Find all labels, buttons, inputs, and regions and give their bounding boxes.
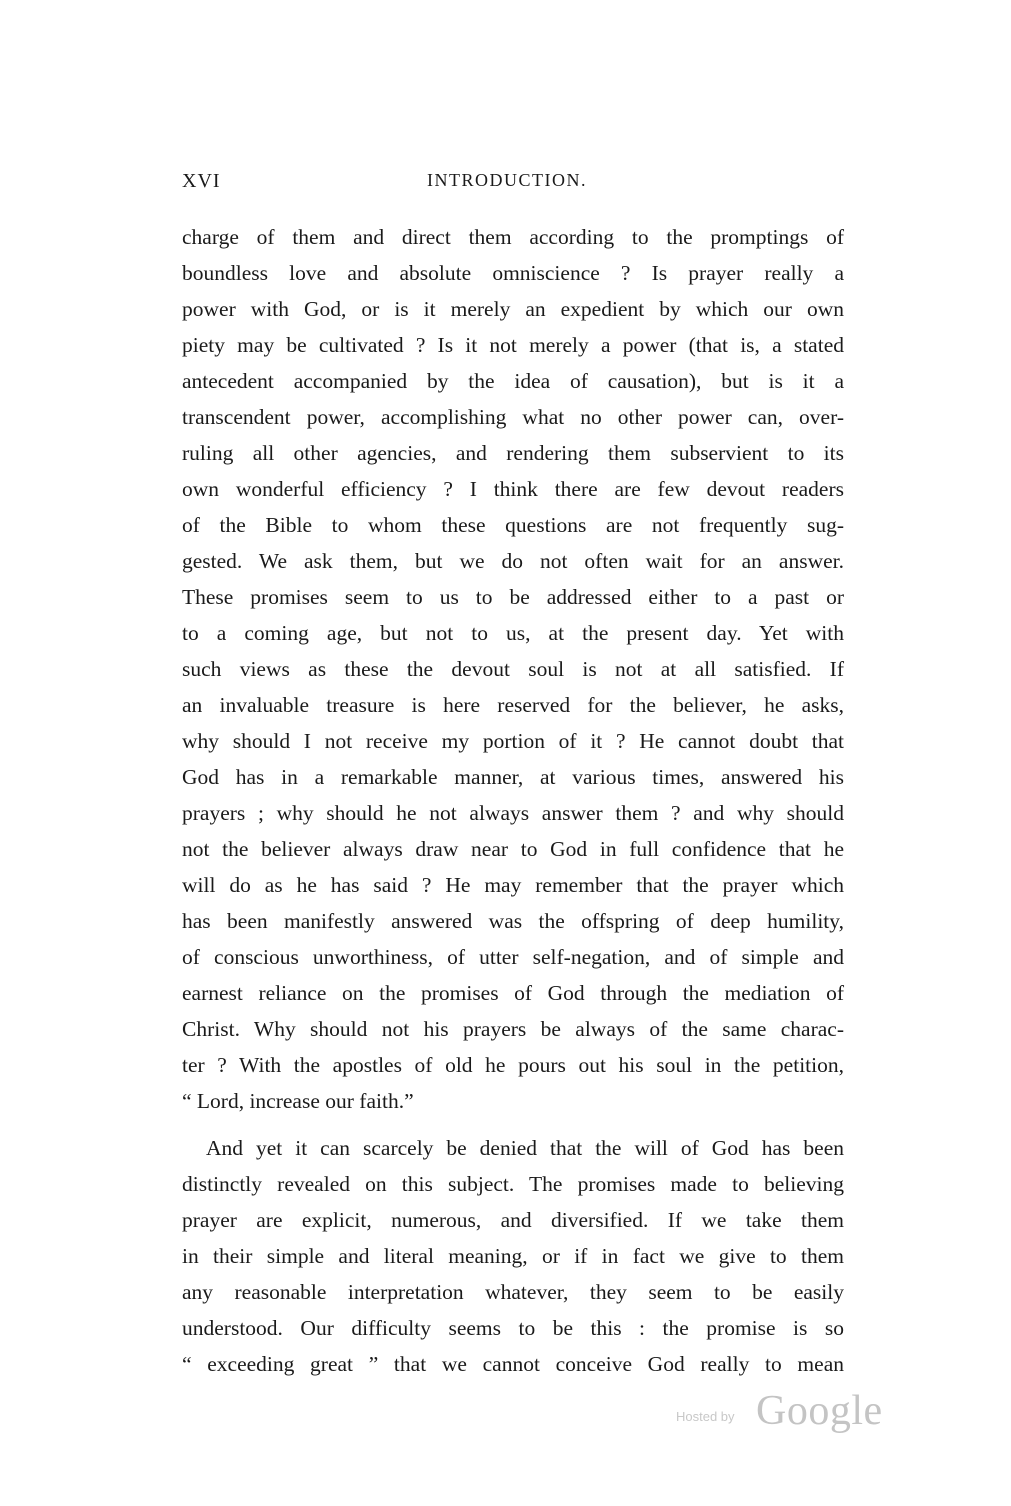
text-line: charge of them and direct them according to the promptings of — [182, 225, 844, 249]
body-text — [182, 219, 844, 1382]
page-number: XVI — [182, 170, 221, 192]
google-logo: Google — [756, 1388, 883, 1434]
hosted-by-google-watermark — [676, 1385, 886, 1435]
text-line: own wonderful efficiency ? I think there are few devout readers — [182, 477, 844, 501]
text-line: “ exceeding great ” that we cannot conceive God really to mean — [182, 1352, 844, 1376]
text-line: distinctly revealed on this subject. The promises made to believing — [182, 1172, 844, 1196]
text-line: antecedent accompanied by the idea of causation), but is it a — [182, 369, 844, 393]
text-line: Christ. Why should not his prayers be always of the same charac- — [182, 1017, 844, 1041]
text-line: understood. Our difficulty seems to be this : the promise is so — [182, 1316, 844, 1340]
text-line: of conscious unworthiness, of utter self-negation, and of simple and — [182, 945, 844, 969]
paragraph-1 — [182, 219, 844, 1119]
text-line: will do as he has said ? He may remember that the prayer which — [182, 873, 844, 897]
text-line: ruling all other agencies, and rendering them subservient to its — [182, 441, 844, 465]
text-line: ter ? With the apostles of old he pours out his soul in the petition, — [182, 1053, 844, 1077]
text-line: transcendent power, accomplishing what no other power can, over- — [182, 405, 844, 429]
text-line: has been manifestly answered was the offspring of deep humility, — [182, 909, 844, 933]
text-line: not the believer always draw near to God in full confidence that he — [182, 837, 844, 861]
text-line: God has in a remarkable manner, at various times, answered his — [182, 765, 844, 789]
running-title: INTRODUCTION. — [427, 170, 587, 190]
paragraph-gap — [182, 1119, 844, 1130]
text-line: of the Bible to whom these questions are not frequently sug- — [182, 513, 844, 537]
text-line: boundless love and absolute omniscience ? Is prayer really a — [182, 261, 844, 285]
text-line: such views as these the devout soul is not at all satisfied. If — [182, 657, 844, 681]
text-line: gested. We ask them, but we do not often wait for an answer. — [182, 549, 844, 573]
text-line: an invaluable treasure is here reserved for the believer, he asks, — [182, 693, 844, 717]
text-line: prayers ; why should he not always answer them ? and why should — [182, 801, 844, 825]
paragraph-2 — [182, 1130, 844, 1382]
text-line: earnest reliance on the promises of God through the mediation of — [182, 981, 844, 1005]
text-line: prayer are explicit, numerous, and diversified. If we take them — [182, 1208, 844, 1232]
running-head — [182, 170, 842, 200]
text-line: power with God, or is it merely an expedient by which our own — [182, 297, 844, 321]
text-line: These promises seem to us to be addressed either to a past or — [182, 585, 844, 609]
text-line: in their simple and literal meaning, or if in fact we give to them — [182, 1244, 844, 1268]
text-line: And yet it can scarcely be denied that the will of God has been — [206, 1136, 844, 1160]
text-line: why should I not receive my portion of it ? He cannot doubt that — [182, 729, 844, 753]
text-line: to a coming age, but not to us, at the present day. Yet with — [182, 621, 844, 645]
text-line: any reasonable interpretation whatever, they seem to be easily — [182, 1280, 844, 1304]
text-line: “ Lord, increase our faith.” — [182, 1089, 414, 1113]
watermark-hosted-by: Hosted by — [676, 1409, 735, 1424]
text-line: piety may be cultivated ? Is it not merely a power (that is, a stated — [182, 333, 844, 357]
